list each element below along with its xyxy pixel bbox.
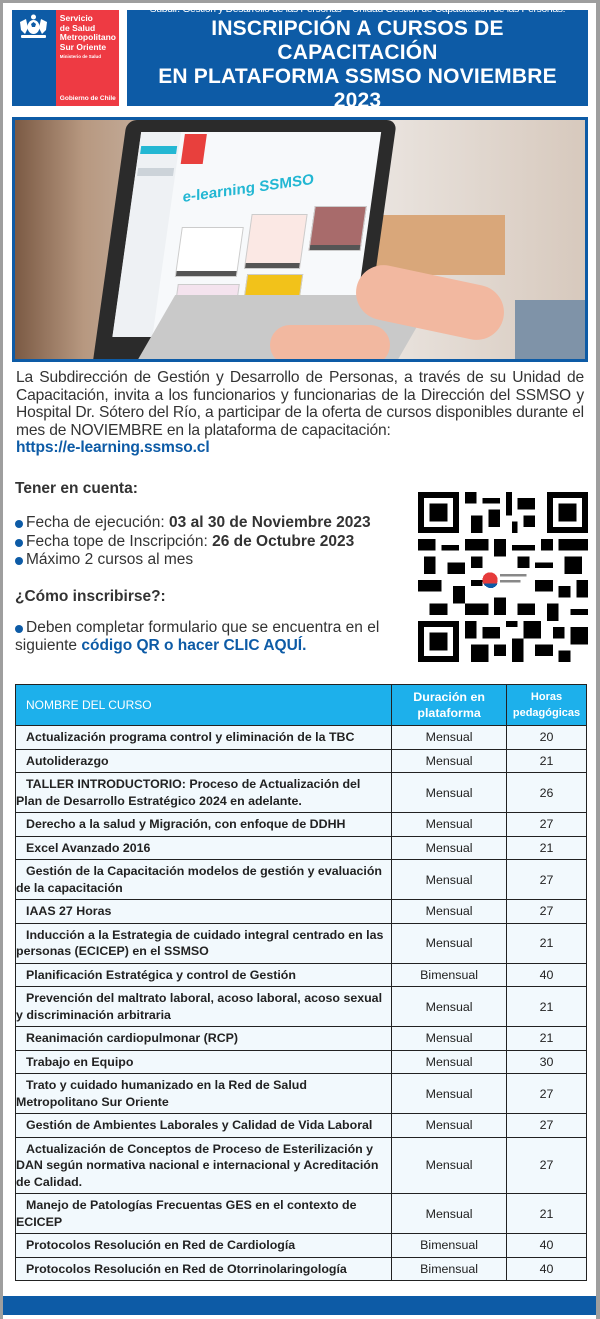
- table-row: [16, 923, 587, 963]
- course-name: Protocolos Resolución en Red de Otorrinolaringología: [16, 1257, 392, 1281]
- register-link[interactable]: código QR o hacer CLIC AQUÍ.: [81, 637, 307, 654]
- logo-line-3: Metropolitano: [59, 32, 116, 42]
- ssmso-logo: [12, 10, 119, 106]
- course-hours: 21: [507, 1194, 587, 1234]
- note-item-deadline: [15, 533, 410, 552]
- course-name: TALLER INTRODUCTORIO: Proceso de Actualización del Plan de Desarrollo Estratégico 2024 en adelante.: [16, 773, 392, 813]
- screen-card-1: [175, 227, 244, 277]
- course-duration: Mensual: [392, 987, 507, 1027]
- chile-coat-of-arms-icon: [17, 14, 50, 42]
- course-name: Trabajo en Equipo: [16, 1050, 392, 1074]
- course-hours: 40: [507, 1257, 587, 1281]
- howto-text: Deben completar formulario que se encuentra en el siguiente: [15, 618, 380, 654]
- course-duration: Mensual: [392, 749, 507, 773]
- course-hours: 40: [507, 1234, 587, 1258]
- table-row: [16, 900, 587, 924]
- table-header-row: [16, 685, 587, 726]
- course-hours: 27: [507, 1137, 587, 1194]
- course-name: Excel Avanzado 2016: [16, 836, 392, 860]
- howto-item: [15, 619, 410, 656]
- logo-line-2: de Salud: [59, 22, 96, 33]
- note-value: 26 de Octubre 2023: [212, 532, 355, 550]
- course-name: Reanimación cardiopulmonar (RCP): [16, 1027, 392, 1051]
- course-name: Planificación Estratégica y control de Gestión: [16, 963, 392, 987]
- page-title-line-1: INSCRIPCIÓN A CURSOS DE CAPACITACIÓN: [211, 16, 504, 64]
- course-name: Actualización programa control y eliminación de la TBC: [16, 726, 392, 750]
- logo-line-1: Servicio: [59, 13, 93, 23]
- course-duration: Bimensual: [392, 1257, 507, 1281]
- course-hours: 40: [507, 963, 587, 987]
- course-name: Actualización de Conceptos de Proceso de Esterilización y DAN según normativa nacional e internacional y Acreditación de Calidad.: [16, 1137, 392, 1194]
- course-hours: 30: [507, 1050, 587, 1074]
- logo-red-panel: [56, 10, 119, 106]
- intro-text: La Subdirección de Gestión y Desarrollo de Personas, a través de su Unidad de Capacitación, invita a los funcionarios y funcionarias de la Dirección del SSMSO y Hospital Dr. Sótero del Río, a participar de la oferta de cursos disponibles durante el mes de NOVIEMBRE en la plataforma de capacitación:: [16, 369, 584, 439]
- table-row: [16, 1027, 587, 1051]
- table-row: [16, 860, 587, 900]
- table-row: [16, 963, 587, 987]
- table-row: [16, 813, 587, 837]
- screen-title: e-learning SSMSO: [182, 171, 314, 206]
- table-row: [16, 1194, 587, 1234]
- logo-ministry: Ministerio de Salud: [59, 54, 102, 59]
- course-name: Autoliderazgo: [16, 749, 392, 773]
- table-row: [16, 1234, 587, 1258]
- course-hours: 27: [507, 1114, 587, 1138]
- footer-bar: [3, 1296, 596, 1315]
- course-name: Inducción a la Estrategia de cuidado integral centrado en las personas (ECICEP) en el SSMSO: [16, 923, 392, 963]
- course-duration: Mensual: [392, 1074, 507, 1114]
- course-hours: 21: [507, 987, 587, 1027]
- course-hours: 27: [507, 900, 587, 924]
- course-duration: Mensual: [392, 836, 507, 860]
- elearning-link[interactable]: https://e-learning.ssmso.cl: [16, 439, 210, 456]
- course-name: Derecho a la salud y Migración, con enfoque de DDHH: [16, 813, 392, 837]
- note-label: Fecha de ejecución:: [26, 514, 170, 531]
- course-duration: Bimensual: [392, 963, 507, 987]
- info-section: [15, 480, 410, 656]
- note-item-execution: [15, 514, 410, 533]
- course-name: Prevención del maltrato laboral, acoso laboral, acoso sexual y discriminación arbitraria: [16, 987, 392, 1027]
- course-duration: Mensual: [392, 1137, 507, 1194]
- course-duration: Mensual: [392, 900, 507, 924]
- header-subtitle: Subdir. Gestión y Desarrollo de las Personas – Unidad Gestión de Capacitación de las Personas:: [149, 3, 566, 15]
- course-duration: Mensual: [392, 1194, 507, 1234]
- table-row: [16, 1257, 587, 1281]
- course-duration: Mensual: [392, 1114, 507, 1138]
- table-row: [16, 1074, 587, 1114]
- intro-paragraph: [16, 369, 584, 457]
- header-hours: Horas pedagógicas: [507, 685, 587, 726]
- table-row: [16, 836, 587, 860]
- course-duration: Mensual: [392, 773, 507, 813]
- course-duration: Bimensual: [392, 1234, 507, 1258]
- sleeve-shape: [515, 300, 588, 362]
- header-course-name: NOMBRE DEL CURSO: [16, 685, 392, 726]
- course-hours: 20: [507, 726, 587, 750]
- course-duration: Mensual: [392, 1050, 507, 1074]
- note-value: 03 al 30 de Noviembre 2023: [169, 514, 371, 531]
- course-hours: 21: [507, 749, 587, 773]
- course-hours: 27: [507, 813, 587, 837]
- howto-heading: ¿Cómo inscribirse?:: [15, 587, 166, 605]
- course-duration: Mensual: [392, 860, 507, 900]
- course-duration: Mensual: [392, 726, 507, 750]
- course-hours: 26: [507, 773, 587, 813]
- note-label: Máximo 2 cursos al mes: [26, 551, 194, 568]
- course-hours: 27: [507, 1074, 587, 1114]
- qr-code-icon[interactable]: [418, 492, 588, 662]
- notes-heading: Tener en cuenta:: [15, 480, 138, 497]
- table-row: [16, 749, 587, 773]
- logo-line-4: Sur Oriente: [59, 41, 107, 52]
- header-duration: Duración en plataforma: [392, 685, 507, 726]
- course-name: Gestión de Ambientes Laborales y Calidad de Vida Laboral: [16, 1114, 392, 1138]
- table-row: [16, 1137, 587, 1194]
- table-row: [16, 726, 587, 750]
- screen-logo: [181, 134, 207, 164]
- screen-card-2: [244, 214, 308, 269]
- left-hand-shape: [270, 325, 390, 362]
- table-row: [16, 1050, 587, 1074]
- title-box: [127, 3, 588, 112]
- hero-photo: [12, 117, 588, 362]
- course-name: IAAS 27 Horas: [16, 900, 392, 924]
- header-banner: [12, 3, 588, 112]
- course-hours: 21: [507, 836, 587, 860]
- course-name: Gestión de la Capacitación modelos de gestión y evaluación de la capacitación: [16, 860, 392, 900]
- note-item-max: [15, 551, 410, 570]
- logo-government: Gobierno de Chile: [59, 95, 116, 102]
- course-hours: 21: [507, 923, 587, 963]
- table-row: [16, 1114, 587, 1138]
- table-row: [16, 987, 587, 1027]
- course-hours: 27: [507, 860, 587, 900]
- note-label: Fecha tope de Inscripción:: [26, 532, 213, 550]
- course-name: Protocolos Resolución en Red de Cardiología: [16, 1234, 392, 1258]
- course-name: Trato y cuidado humanizado en la Red de Salud Metropolitano Sur Oriente: [16, 1074, 392, 1114]
- table-row: [16, 773, 587, 813]
- course-duration: Mensual: [392, 923, 507, 963]
- course-duration: Mensual: [392, 813, 507, 837]
- courses-table: [15, 684, 587, 1281]
- screen-card-3: [308, 206, 366, 251]
- course-hours: 21: [507, 1027, 587, 1051]
- page-title-line-2: EN PLATAFORMA SSMSO NOVIEMBRE 2023: [158, 64, 557, 112]
- course-duration: Mensual: [392, 1027, 507, 1051]
- course-name: Manejo de Patologías Frecuentas GES en el contexto de ECICEP: [16, 1194, 392, 1234]
- logo-blue-panel: [12, 10, 56, 106]
